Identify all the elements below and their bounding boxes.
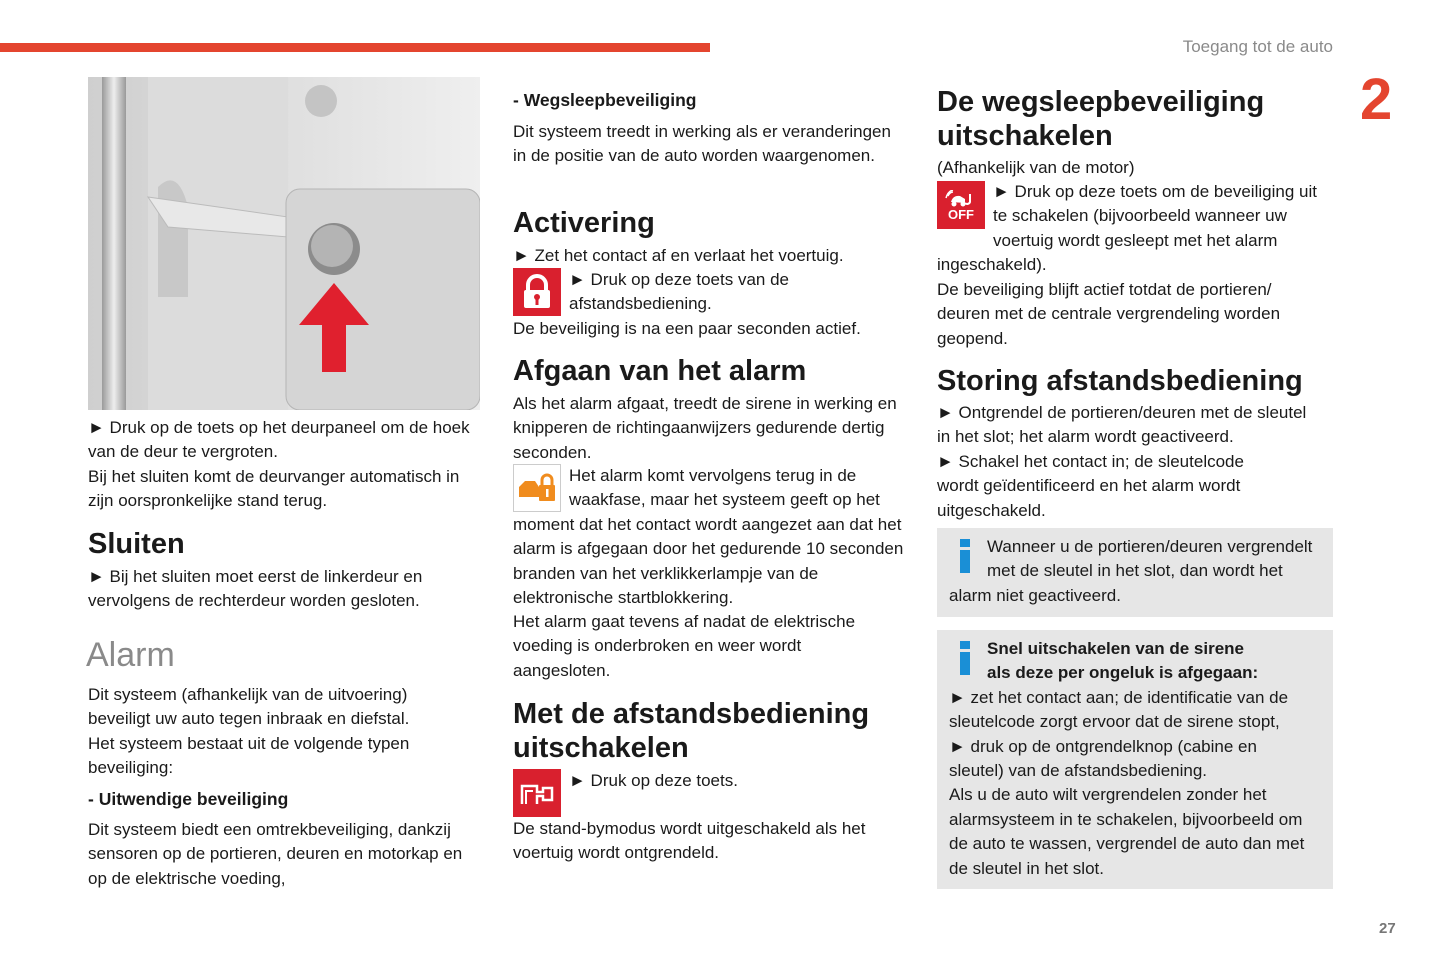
tow-heading: - Wegsleepbeveiliging — [513, 90, 697, 110]
activation-heading: Activering — [513, 207, 655, 239]
alarm-trigger-text: Als het alarm afgaat, treedt de sirene in werking en knipperen de richtingaanwijzers gedurende dertig seconden. — [513, 394, 897, 462]
info-siren-title: Snel uitschakelen van de sirene als deze per ongeluk is afgegaan: — [987, 639, 1259, 683]
remote-fault-step-2: ► Schakel het contact in; de sleutelcode wordt geïdentificeerd en het alarm wordt uitgeschakeld. — [937, 452, 1244, 520]
tow-disable-heading: De wegsleepbeveiliging uitschakelen — [937, 86, 1265, 152]
remote-disable-step: ► Druk op deze toets. — [569, 771, 738, 790]
alarm-text: Dit systeem (afhankelijk van de uitvoering) beveiligt uw auto tegen inbraak en diefstal. — [88, 685, 410, 729]
alarm-trigger-text-3: Het alarm gaat tevens af nadat de elektrische voeding is onderbroken en weer wordt aangesloten. — [513, 612, 856, 680]
remote-standby-icon — [513, 769, 561, 817]
alarm-trigger-text-2: Het alarm komt vervolgens terug in de waakfase, maar het systeem geeft op het moment dat het contact wordt aangezet aan dat het alarm is afgegaan door het gedurende 10 seconden branden van het verklikkerlampje van de elektronische startblokkering. — [513, 466, 904, 608]
alarm-text-2: Het systeem bestaat uit de volgende typen beveiliging: — [88, 734, 410, 778]
off-label: OFF — [948, 206, 974, 222]
tow-disable-note: De beveiliging blijft actief totdat de portieren/ deuren met de centrale vergrendeling worden geopend. — [937, 280, 1281, 348]
tow-disable-step: ► Druk op deze toets om de beveiliging uit te schakelen (bijvoorbeeld wanneer uw voertuig wordt gesleept met het alarm ingeschakeld). — [937, 182, 1317, 275]
car-lock-warning-icon — [513, 464, 561, 512]
door-button-illustration — [88, 77, 480, 410]
chapter-number: 2 — [1360, 67, 1393, 132]
exterior-heading: - Uitwendige beveiliging — [88, 789, 289, 809]
info-box-siren — [937, 630, 1333, 889]
sluiten-heading: Sluiten — [88, 528, 185, 560]
info-key-lock-text: Wanneer u de portieren/deuren vergrendelt met de sleutel in het slot, dan wordt het alarm niet geactiveerd. — [949, 537, 1313, 605]
activation-note: De beveiliging is na een paar seconden actief. — [513, 319, 861, 338]
tow-off-icon — [937, 181, 985, 229]
section-title: Toegang tot de auto — [1182, 37, 1333, 56]
remote-fault-step-1: ► Ontgrendel de portieren/deuren met de sleutel in het slot; het alarm wordt geactiveerd. — [937, 403, 1307, 447]
info-icon — [949, 637, 987, 685]
activation-step-1: ► Zet het contact af en verlaat het voertuig. — [513, 246, 844, 265]
info-siren-step-1: ► zet het contact aan; de identificatie van de sleutelcode zorgt ervoor dat de sirene stopt, — [949, 687, 1289, 732]
remote-disable-note: De stand-bymodus wordt uitgeschakeld als het voertuig wordt ontgrendeld. — [513, 819, 866, 863]
tow-disable-condition: (Afhankelijk van de motor) — [937, 158, 1135, 177]
exterior-text: Dit systeem biedt een omtrekbeveiliging, dankzij sensoren op de portieren, deuren en motorkap en op de elektrische voeding, — [88, 820, 463, 888]
door-instruction: ► Druk op de toets op het deurpaneel om de hoek van de deur te vergroten. — [88, 418, 470, 462]
info-siren-note: Als u de auto wilt vergrendelen zonder het alarmsysteem in te schakelen, bijvoorbeeld om de auto te wassen, vergrendel de auto dan met de sleutel in het slot. — [949, 785, 1305, 878]
info-icon — [949, 535, 987, 583]
info-box-key-lock — [937, 528, 1333, 617]
sluiten-text: ► Bij het sluiten moet eerst de linkerdeur en vervolgens de rechterdeur worden gesloten. — [88, 567, 423, 611]
alarm-trigger-heading: Afgaan van het alarm — [513, 355, 807, 387]
page-number: 27 — [1379, 920, 1396, 937]
tow-text: Dit systeem treedt in werking als er veranderingen in de positie van de auto worden waargenomen. — [513, 122, 891, 166]
alarm-heading: Alarm — [86, 636, 175, 674]
door-note: Bij het sluiten komt de deurvanger automatisch in zijn oorspronkelijke stand terug. — [88, 467, 460, 511]
activation-step-2: ► Druk op deze toets van de afstandsbediening. — [569, 270, 790, 314]
remote-disable-heading: Met de afstandsbediening uitschakelen — [513, 698, 870, 764]
info-siren-step-2: ► druk op de ontgrendelknop (cabine en sleutel) van de afstandsbediening. — [949, 736, 1257, 781]
header-accent-bar — [0, 43, 710, 52]
lock-icon — [513, 268, 561, 316]
remote-fault-heading: Storing afstandsbediening — [937, 365, 1303, 397]
